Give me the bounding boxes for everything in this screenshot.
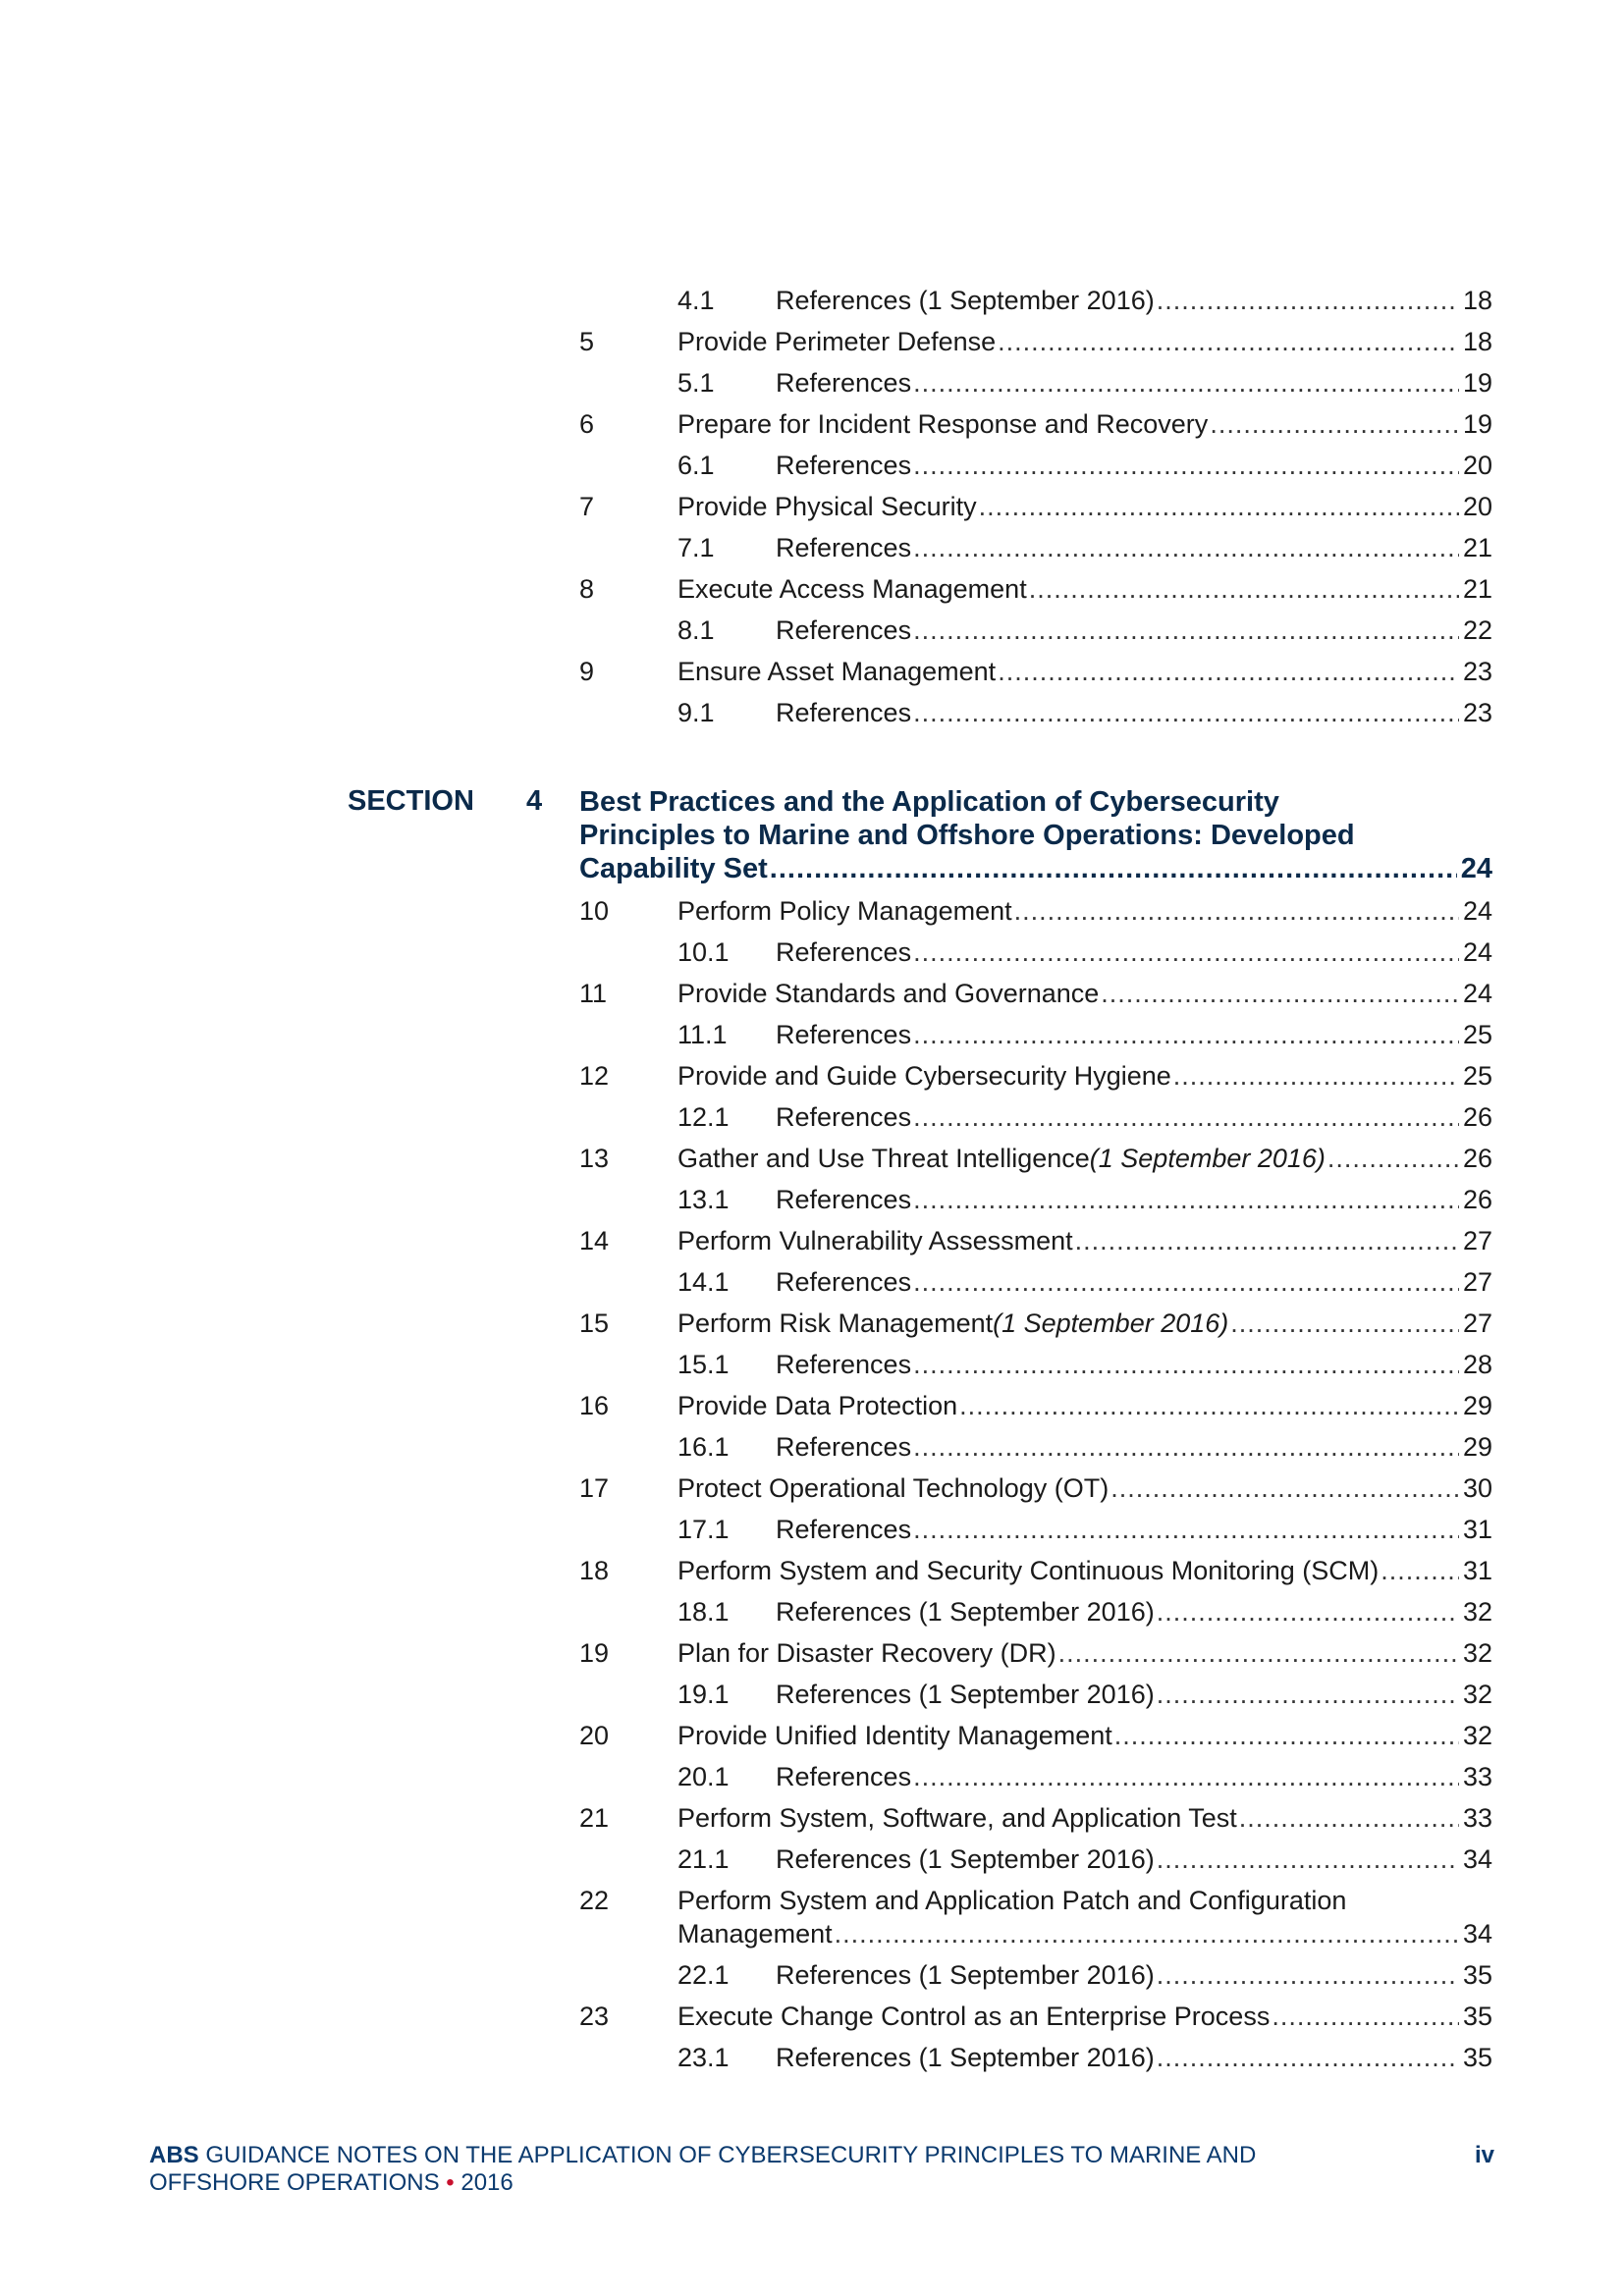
leader-dots (1380, 1551, 1459, 1590)
toc-number: 5 (579, 327, 595, 356)
leader-dots (998, 322, 1459, 361)
leader-dots (1075, 1221, 1459, 1260)
toc-number: 13.1 (677, 1185, 730, 1214)
toc-page: 31 (1462, 1556, 1492, 1585)
toc-number: 17 (579, 1473, 610, 1503)
toc-subentry[interactable] (0, 611, 1624, 650)
toc-title: References (776, 1020, 912, 1049)
toc-page: 27 (1462, 1267, 1492, 1297)
toc-page: 20 (1462, 492, 1492, 521)
toc-subentry[interactable] (0, 446, 1624, 485)
toc-page: 23 (1462, 698, 1492, 727)
toc-title: References (776, 1185, 912, 1214)
leader-dots (835, 1914, 1459, 1953)
toc-number: 12 (579, 1061, 610, 1091)
toc-page: 27 (1462, 1226, 1492, 1255)
toc-number: 14 (579, 1226, 610, 1255)
toc-title: Provide and Guide Cybersecurity Hygiene (677, 1061, 1171, 1091)
leader-dots (1327, 1139, 1459, 1178)
leader-dots (913, 1510, 1459, 1549)
toc-title: References (1 September 2016) (776, 286, 1155, 315)
toc-entry[interactable] (0, 1139, 1624, 1178)
toc-page: 25 (1462, 1020, 1492, 1049)
leader-dots (913, 1427, 1459, 1467)
toc-subentry[interactable] (0, 363, 1624, 402)
toc-title: Provide Physical Security (677, 492, 977, 521)
toc-number: 9.1 (677, 698, 715, 727)
section-page: 24 (1460, 853, 1492, 884)
toc-page: 19 (1462, 409, 1492, 439)
footer-brand: ABS (149, 2142, 199, 2168)
toc-number: 14.1 (677, 1267, 730, 1297)
footer-year: 2016 (460, 2169, 514, 2196)
toc-number: 13 (579, 1144, 610, 1173)
leader-dots (913, 1015, 1459, 1054)
toc-number: 21 (579, 1803, 610, 1833)
toc-title: Perform System and Security Continuous Monitoring (SCM) (677, 1556, 1380, 1585)
toc-title: Perform Risk Management (677, 1308, 994, 1338)
toc-page: 33 (1462, 1762, 1492, 1791)
toc-title: References (776, 1515, 912, 1544)
leader-dots (1157, 1955, 1459, 1995)
toc-entry[interactable] (0, 652, 1624, 691)
toc-subentry[interactable] (0, 528, 1624, 567)
toc-page: 29 (1462, 1432, 1492, 1462)
toc-number: 23.1 (677, 2043, 730, 2072)
leader-dots (913, 363, 1459, 402)
toc-page: 28 (1462, 1350, 1492, 1379)
toc-number: 5.1 (677, 368, 715, 398)
toc-subentry[interactable] (0, 2038, 1624, 2077)
toc-page: 20 (1462, 451, 1492, 480)
toc-subentry[interactable] (0, 1345, 1624, 1384)
toc-title: Plan for Disaster Recovery (DR) (677, 1638, 1056, 1668)
footer-text-line2: OFFSHORE OPERATIONS (149, 2169, 440, 2196)
toc-title-date: (1 September 2016) (993, 1308, 1229, 1338)
toc-entry[interactable] (0, 569, 1624, 609)
section-title[interactable] (579, 785, 1492, 885)
toc-number: 7.1 (677, 533, 715, 562)
toc-title: Perform System and Application Patch and Configuration (677, 1886, 1347, 1915)
leader-dots (1157, 1675, 1459, 1714)
toc-title: Perform Policy Management (677, 896, 1012, 926)
toc-page: 27 (1462, 1308, 1492, 1338)
leader-dots (998, 652, 1459, 691)
toc-page: 34 (1462, 1844, 1492, 1874)
leader-dots (1157, 281, 1459, 320)
leader-dots (1173, 1056, 1459, 1095)
toc-page: 24 (1462, 896, 1492, 926)
section-title-line3: Capability Set (579, 853, 768, 884)
toc-subentry[interactable] (0, 693, 1624, 732)
toc-page: 21 (1462, 533, 1492, 562)
leader-dots (1239, 1798, 1459, 1838)
toc-number: 16.1 (677, 1432, 730, 1462)
leader-dots (913, 693, 1459, 732)
toc-page: 35 (1462, 2043, 1492, 2072)
toc-number: 6 (579, 409, 595, 439)
toc-entry[interactable] (0, 1056, 1624, 1095)
toc-title: References (776, 1267, 912, 1297)
toc-subentry[interactable] (0, 933, 1624, 972)
toc-subentry[interactable] (0, 1955, 1624, 1995)
toc-entry[interactable] (0, 1716, 1624, 1755)
toc-number: 11 (579, 979, 608, 1008)
toc-subentry[interactable] (0, 1757, 1624, 1796)
toc-page: 25 (1462, 1061, 1492, 1091)
toc-subentry[interactable] (0, 1510, 1624, 1549)
toc-title: Perform System, Software, and Application Test (677, 1803, 1237, 1833)
toc-page: 32 (1462, 1597, 1492, 1627)
toc-number: 22.1 (677, 1960, 730, 1990)
leader-dots (1114, 1716, 1459, 1755)
toc-entry[interactable] (0, 1881, 1624, 1955)
toc-title: References (776, 533, 912, 562)
leader-dots (1210, 404, 1459, 444)
toc-number: 4.1 (677, 286, 715, 315)
toc-title: Protect Operational Technology (OT) (677, 1473, 1110, 1503)
toc-title-date: (1 September 2016) (1089, 1144, 1326, 1173)
leader-dots (913, 528, 1459, 567)
toc-number: 23 (579, 2002, 610, 2031)
toc-entry[interactable] (0, 974, 1624, 1013)
toc-title: Execute Access Management (677, 574, 1027, 604)
toc-number: 10.1 (677, 937, 730, 967)
toc-number: 8.1 (677, 615, 715, 645)
toc-page: 26 (1462, 1144, 1492, 1173)
toc-number: 21.1 (677, 1844, 730, 1874)
toc-number: 16 (579, 1391, 610, 1420)
leader-dots (913, 611, 1459, 650)
toc-number: 8 (579, 574, 595, 604)
leader-dots (1110, 1468, 1459, 1508)
toc-title: References (776, 1350, 912, 1379)
toc-page: 34 (1462, 1919, 1492, 1949)
toc-page: 18 (1462, 327, 1492, 356)
toc-entry[interactable] (0, 1551, 1624, 1590)
toc-entry[interactable] (0, 1798, 1624, 1838)
toc-title: References (776, 615, 912, 645)
toc-number: 7 (579, 492, 595, 521)
toc-title: Gather and Use Threat Intelligence (677, 1144, 1090, 1173)
toc-entry[interactable] (0, 1997, 1624, 2036)
leader-dots (913, 933, 1459, 972)
leader-dots (979, 487, 1459, 526)
toc-page: 24 (1462, 937, 1492, 967)
toc-subentry[interactable] (0, 1015, 1624, 1054)
leader-dots (1272, 1997, 1459, 2036)
leader-dots (913, 1180, 1459, 1219)
toc-entry[interactable] (0, 1633, 1624, 1673)
toc-page: 26 (1462, 1185, 1492, 1214)
toc-title: References (1 September 2016) (776, 1597, 1155, 1627)
toc-entry[interactable] (0, 404, 1624, 444)
toc-entry[interactable] (0, 322, 1624, 361)
leader-dots (1101, 974, 1459, 1013)
toc-subentry[interactable] (0, 1180, 1624, 1219)
toc-subentry[interactable] (0, 281, 1624, 320)
toc-subentry[interactable] (0, 1262, 1624, 1302)
toc-number: 15.1 (677, 1350, 730, 1379)
toc-title: References (1 September 2016) (776, 1680, 1155, 1709)
toc-title: References (776, 1102, 912, 1132)
toc-title: References (1 September 2016) (776, 1960, 1155, 1990)
toc-number: 20.1 (677, 1762, 730, 1791)
leader-dots (770, 852, 1457, 885)
toc-title: Perform Vulnerability Assessment (677, 1226, 1073, 1255)
leader-dots (913, 1262, 1459, 1302)
section-title-line2: Principles to Marine and Offshore Operations: Developed (579, 820, 1355, 851)
toc-subentry[interactable] (0, 1840, 1624, 1879)
page-number: iv (1474, 2142, 1494, 2168)
toc-title: Provide Standards and Governance (677, 979, 1100, 1008)
toc-page: 26 (1462, 1102, 1492, 1132)
toc-page: 29 (1462, 1391, 1492, 1420)
leader-dots (1058, 1633, 1459, 1673)
toc-entry[interactable] (0, 1304, 1624, 1343)
leader-dots (1014, 891, 1459, 931)
toc-title: Provide Perimeter Defense (677, 327, 997, 356)
toc-title: References (776, 368, 912, 398)
leader-dots (959, 1386, 1459, 1425)
toc-title: Ensure Asset Management (677, 657, 997, 686)
toc-page: 18 (1462, 286, 1492, 315)
toc-title: References (776, 937, 912, 967)
toc-title: References (776, 1762, 912, 1791)
page-footer (149, 2142, 1494, 2197)
toc-title: Execute Change Control as an Enterprise Process (677, 2002, 1271, 2031)
toc-number: 9 (579, 657, 595, 686)
toc-entry[interactable] (0, 1221, 1624, 1260)
toc-page: 32 (1462, 1721, 1492, 1750)
toc-entry[interactable] (0, 1468, 1624, 1508)
leader-dots (913, 446, 1459, 485)
leader-dots (913, 1757, 1459, 1796)
leader-dots (1157, 2038, 1459, 2077)
section-number: 4 (526, 785, 543, 817)
toc-page: 30 (1462, 1473, 1492, 1503)
toc-title: References (1 September 2016) (776, 1844, 1155, 1874)
section-title-line1: Best Practices and the Application of Cybersecurity (579, 786, 1279, 818)
toc-page: 32 (1462, 1638, 1492, 1668)
toc-entry[interactable] (0, 487, 1624, 526)
toc-number: 12.1 (677, 1102, 730, 1132)
toc-number: 20 (579, 1721, 610, 1750)
toc-title: References (776, 451, 912, 480)
toc-page: 19 (1462, 368, 1492, 398)
toc-page: 23 (1462, 657, 1492, 686)
toc-page: 35 (1462, 1960, 1492, 1990)
footer-bullet: • (439, 2169, 461, 2196)
toc-number: 19 (579, 1638, 610, 1668)
footer-text-line1: GUIDANCE NOTES ON THE APPLICATION OF CYBERSECURITY PRINCIPLES TO MARINE AND (198, 2142, 1257, 2168)
leader-dots (913, 1097, 1459, 1137)
toc-title: Provide Unified Identity Management (677, 1721, 1112, 1750)
toc-page: 31 (1462, 1515, 1492, 1544)
toc-title: Prepare for Incident Response and Recovery (677, 409, 1209, 439)
toc-page: 33 (1462, 1803, 1492, 1833)
toc-page: 32 (1462, 1680, 1492, 1709)
section-label: SECTION (348, 785, 474, 817)
toc-number: 10 (579, 896, 610, 926)
toc-title-continued: Management (677, 1919, 833, 1949)
toc-subentry[interactable] (0, 1097, 1624, 1137)
toc-page: 35 (1462, 2002, 1492, 2031)
toc-title: Provide Data Protection (677, 1391, 958, 1420)
toc-number: 6.1 (677, 451, 715, 480)
toc-subentry[interactable] (0, 1592, 1624, 1631)
toc-page: 22 (1462, 615, 1492, 645)
toc-number: 18 (579, 1556, 610, 1585)
toc-number: 15 (579, 1308, 610, 1338)
toc-number: 22 (579, 1886, 610, 1915)
leader-dots (1157, 1592, 1459, 1631)
toc-number: 18.1 (677, 1597, 730, 1627)
toc-subentry[interactable] (0, 1427, 1624, 1467)
leader-dots (913, 1345, 1459, 1384)
toc-title: References (776, 698, 912, 727)
toc-subentry[interactable] (0, 1675, 1624, 1714)
leader-dots (1157, 1840, 1459, 1879)
toc-number: 19.1 (677, 1680, 730, 1709)
toc-entry[interactable] (0, 891, 1624, 931)
toc-page: 21 (1462, 574, 1492, 604)
toc-title: References (776, 1432, 912, 1462)
toc-entry[interactable] (0, 1386, 1624, 1425)
leader-dots (1029, 569, 1459, 609)
toc-page: 24 (1462, 979, 1492, 1008)
toc-number: 11.1 (677, 1020, 728, 1049)
toc-title: References (1 September 2016) (776, 2043, 1155, 2072)
leader-dots (1230, 1304, 1459, 1343)
toc-number: 17.1 (677, 1515, 730, 1544)
